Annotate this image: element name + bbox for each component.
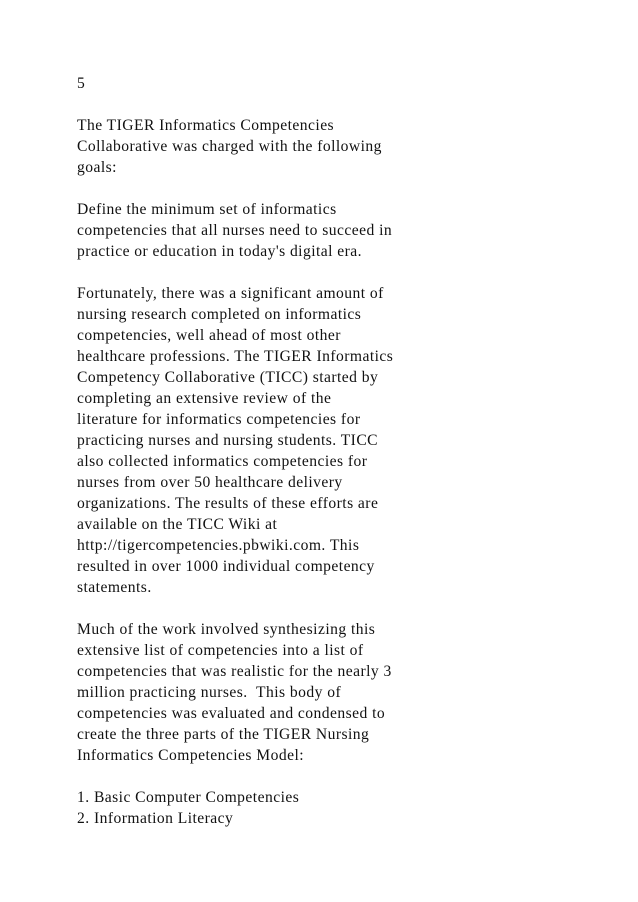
document-text [77, 73, 617, 829]
competencies-list [77, 787, 617, 829]
text-line-url: http://tigercompetencies.pbwiki.com. This [77, 537, 360, 554]
text-line: competencies was evaluated and condensed to [77, 705, 386, 722]
paragraph-spacer [77, 598, 617, 619]
text-line: extensive list of competencies into a list of [77, 642, 364, 659]
text-line: healthcare professions. The TIGER Informatics [77, 348, 394, 365]
text-line: Fortunately, there was a significant amount of [77, 285, 384, 302]
paragraph-define-competencies [77, 199, 617, 262]
paragraph-spacer [77, 178, 617, 199]
text-line: also collected informatics competencies for [77, 453, 368, 470]
text-line: Informatics Competencies Model: [77, 747, 305, 764]
text-line: competencies, well ahead of most other [77, 327, 341, 344]
text-line: Collaborative was charged with the following [77, 138, 382, 155]
list-item: 2. Information Literacy [77, 810, 234, 827]
text-line: Much of the work involved synthesizing this [77, 621, 376, 638]
text-line: competencies that all nurses need to succeed in [77, 222, 393, 239]
text-line: nursing research completed on informatics [77, 306, 362, 323]
text-line: create the three parts of the TIGER Nursing [77, 726, 370, 743]
paragraph-spacer [77, 262, 617, 283]
text-line: The TIGER Informatics Competencies [77, 117, 335, 134]
text-line: Competency Collaborative (TICC) started by [77, 369, 379, 386]
text-line: goals: [77, 159, 117, 176]
paragraph-synthesis [77, 619, 617, 766]
text-line: statements. [77, 579, 152, 596]
paragraph-tiger-goals [77, 115, 617, 178]
paragraph-spacer [77, 766, 617, 787]
text-line: practice or education in today's digital era. [77, 243, 363, 260]
list-item: 1. Basic Computer Competencies [77, 789, 300, 806]
text-line: million practicing nurses. This body of [77, 684, 342, 701]
text-line: Define the minimum set of informatics [77, 201, 337, 218]
paragraph-spacer [77, 94, 617, 115]
text-line: literature for informatics competencies for [77, 411, 361, 428]
text-line: nurses from over 50 healthcare delivery [77, 474, 343, 491]
paragraph-research-review [77, 283, 617, 598]
text-line: completing an extensive review of the [77, 390, 332, 407]
page-number: 5 [77, 75, 86, 92]
text-line: competencies that was realistic for the nearly 3 [77, 663, 392, 680]
text-line: practicing nurses and nursing students. TICC [77, 432, 379, 449]
text-line: available on the TICC Wiki at [77, 516, 278, 533]
text-line: resulted in over 1000 individual competency [77, 558, 375, 575]
text-line: organizations. The results of these efforts are [77, 495, 379, 512]
